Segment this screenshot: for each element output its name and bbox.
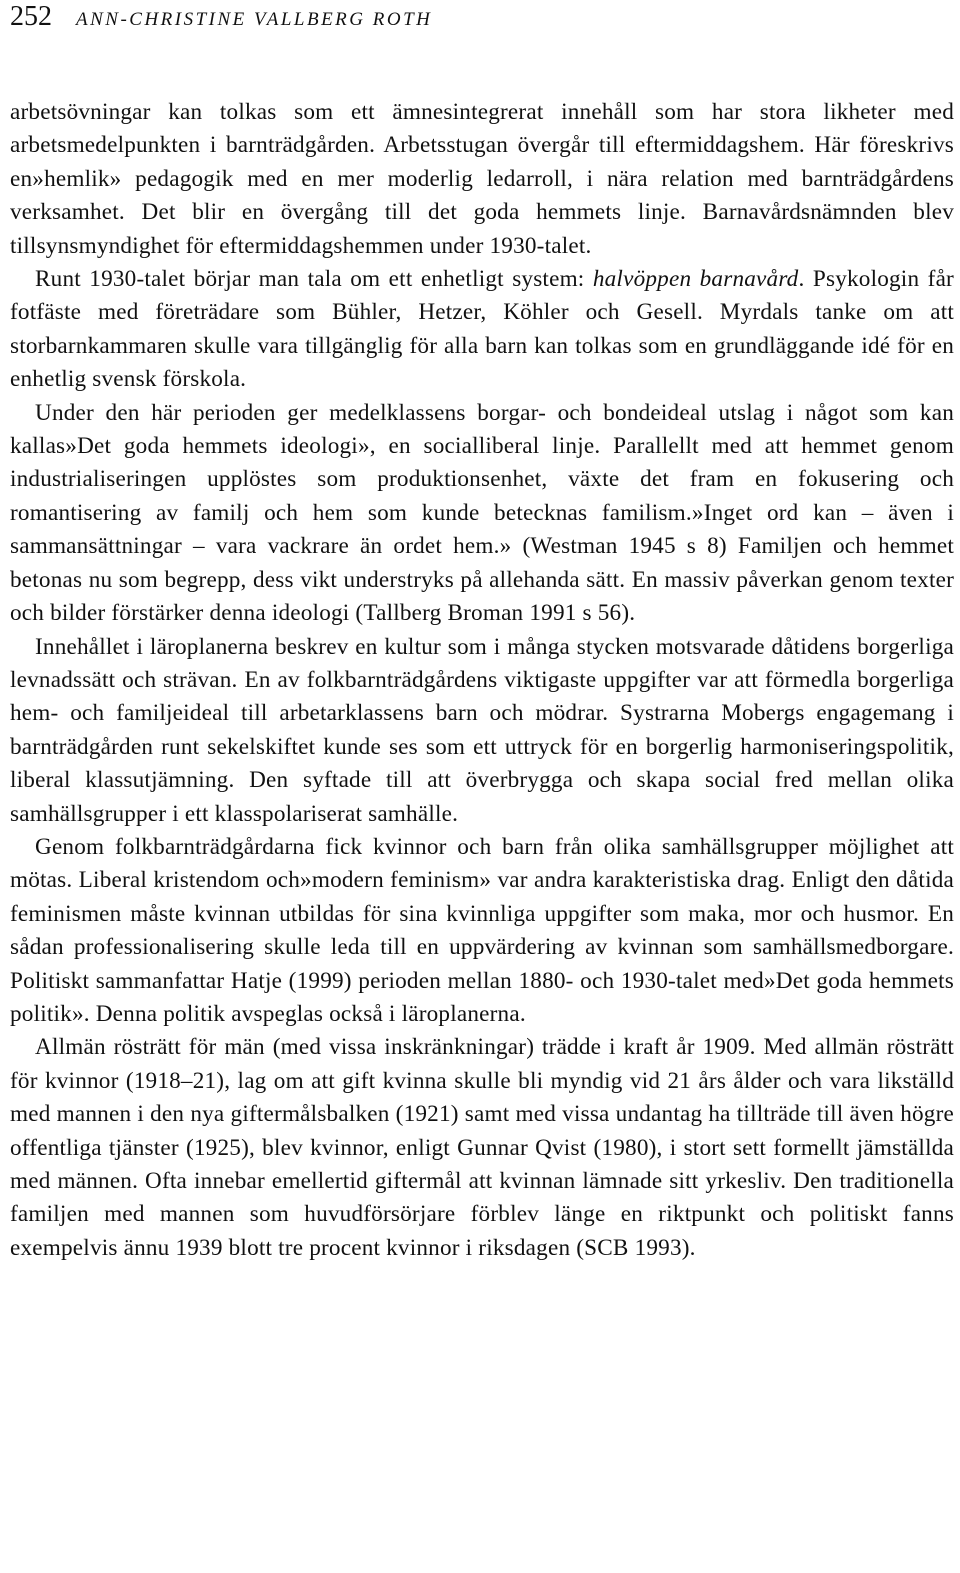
- paragraph: [10, 397, 954, 631]
- paragraph: [10, 96, 954, 263]
- running-head-author: ANN-CHRISTINE VALLBERG ROTH: [76, 9, 433, 30]
- paragraph-text: Genom folkbarnträdgårdarna fick kvinnor och barn från olika samhällsgrupper möjlighet att mötas. Liberal kristendom och»modern feminism» var andra karakteristiska drag. Enligt den dåtida feminismen måste kvinnan utbildas för sina kvinnliga uppgifter som maka, mor och husmor. En sådan professionalisering skulle leda till en uppvärdering av kvinnan som samhällsmedborgare. Politiskt sammanfattar Hatje (1999) perioden mellan 1880- och 1930-talet med»Det goda hemmets politik». Denna politik avspeglas också i läroplanerna.: [10, 833, 954, 1027]
- paragraph: [10, 831, 954, 1031]
- italic-term: halvöppen barnavård: [592, 266, 799, 293]
- paragraph-text: Allmän rösträtt för män (med vissa inskränkningar) trädde i kraft år 1909. Med allmän rösträtt för kvinnor (1918–21), lag om att gift kvinna skulle bli myndig vid 21 års ålder och vara likställd med mannen i den nya giftermålsbalken (1921) samt med vissa undantag ha tillträde till även högre offentliga tjänster (1925), blev kvinnor, enligt Gunnar Qvist (1980), i stort sett formellt jämställda med männen. Ofta innebar emellertid giftermål att kvinnan lämnade sitt yrkesliv. Den traditionella familjen med mannen som huvudförsörjare förblev länge en riktpunkt och politiskt fanns exempelvis ännu 1939 blott tre procent kvinnor i riksdagen (SCB 1993).: [10, 1034, 954, 1261]
- paragraph-text: Innehållet i läroplanerna beskrev en kultur som i många stycken motsvarade dåtidens borgerliga levnadssätt och strävan. En av folkbarnträdgårdens viktigaste uppgifter var att förmedla borgerliga hem- och familjeideal till arbetarklassens barn och mödrar. Systrarna Mobergs engagemang i barnträdgården runt sekelskiftet kunde ses som ett uttryck för en borgerlig harmoniseringspolitik, liberal klassutjämning. Den syftade till att överbrygga och skapa social fred mellan olika samhällsgrupper i ett klasspolariserat samhälle.: [10, 633, 954, 827]
- paragraph-text: Runt 1930-talet börjar man tala om ett enhetligt system:: [35, 266, 593, 293]
- paragraph-text: Under den här perioden ger medelklassens borgar- och bondeideal utslag i något som kan kallas»Det goda hemmets ideologi», en socialliberal linje. Parallellt med att hemmet genom industrialiseringen upplöstes som produktionsenhet, växte det fram en fokusering och romantisering av familj och hem som kunde betecknas familism.»Inget ord kan – även i sammansättningar – vara vackrare än ordet hem.» (Westman 1945 s 8) Familjen och hemmet betonas nu som begrepp, dess vikt understryks på allehanda sätt. En massiv påverkan genom texter och bilder förstärker denna ideologi (Tallberg Broman 1991 s 56).: [10, 399, 954, 627]
- body-text: [10, 96, 954, 1265]
- paragraph: [10, 263, 954, 397]
- paragraph-text: arbetsövningar kan tolkas som ett ämnesintegrerat innehåll som har stora likheter med arbetsmedelpunkten i barnträdgården. Arbetsstugan övergår till eftermiddagshem. Här föreskrivs en»hemlik» pedagogik med en mer moderlig ledarroll, i nära relation med barnträdgårdens verksamhet. Det blir en övergång till det goda hemmets linje. Barnavårdsnämnden blev tillsynsmyndighet för eftermiddagshemmen under 1930-talet.: [10, 99, 954, 259]
- paragraph: [10, 631, 954, 831]
- running-head: [10, 0, 432, 36]
- paragraph: [10, 1031, 954, 1265]
- paragraph-text: . Psykologin får fotfäste med företrädare som Bühler, Hetzer, Köhler och Gesell. Myrdals tanke om att storbarnkammaren skulle vara tillgänglig för alla barn kan tolkas som en grundläggande idé för en enhetlig svensk förskola.: [10, 266, 954, 393]
- page-number: 252: [10, 1, 52, 32]
